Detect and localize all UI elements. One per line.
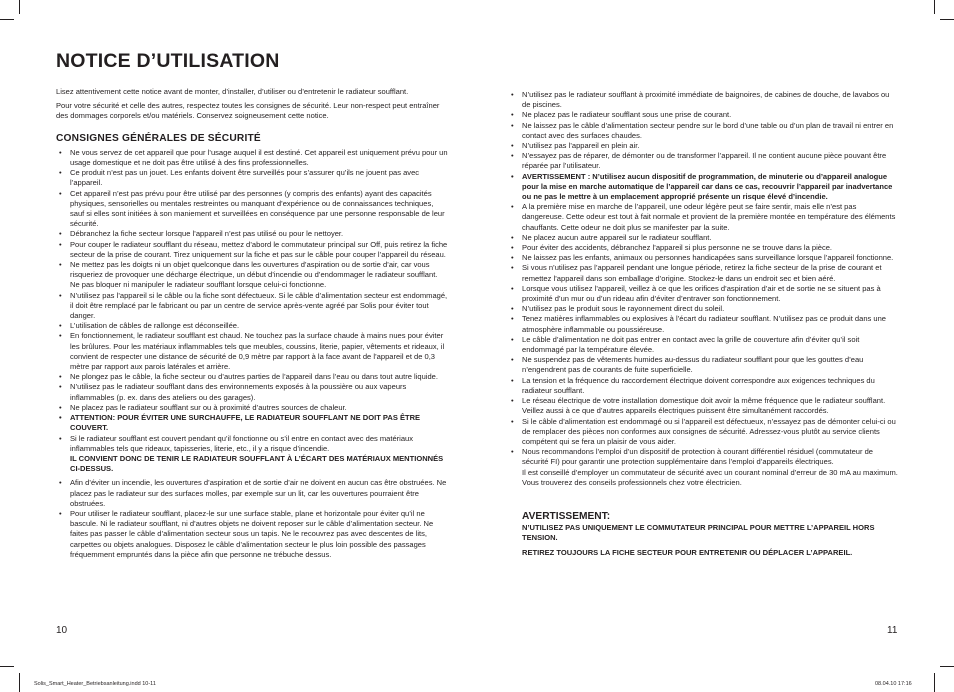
list-item: • Si le radiateur soufflant est couvert pendant qu’il fonctionne ou s’il entre en contact avec des matériaux inflammables tels que rideaux, tapisseries, literie, etc., il y a risque d’incendie. bbox=[56, 434, 449, 454]
crop-mark bbox=[940, 19, 954, 20]
list-item: • Débranchez la fiche secteur lorsque l’appareil n’est pas utilisé ou pour le nettoyer. bbox=[56, 229, 449, 239]
safety-list bbox=[56, 148, 449, 454]
left-column bbox=[56, 87, 449, 560]
list-item: • Pour éviter des accidents, débranchez l’appareil si plus personne ne se trouve dans la pièce. bbox=[508, 243, 898, 253]
list-item: • Lorsque vous utilisez l’appareil, veillez à ce que les orifices d’aspiration d’air et de sortie ne se situent pas à proximité d’un mur ou d’un rideau afin d’éviter d’entraver son fonctionnement. bbox=[508, 284, 898, 304]
warning-line: RETIREZ TOUJOURS LA FICHE SECTEUR POUR ENTRETENIR OU DÉPLACER L’APPAREIL. bbox=[522, 547, 853, 557]
slug-file-info: Solis_Smart_Heater_Betriebsanleitung.indd 10-11 bbox=[34, 681, 156, 687]
list-item: • N’utilisez pas l’appareil en plein air. bbox=[508, 141, 898, 151]
list-item: • Ne vous servez de cet appareil que pour l’usage auquel il est destiné. Cet appareil est uniquement prévu pour un usage domestique et ne doit pas être utilisé à des fins professionnelles. bbox=[56, 148, 449, 168]
list-item: • Ne suspendez pas de vêtements humides au-dessus du radiateur soufflant pour que les gouttes d’eau n’engendrent pas de courants de fuite superficielle. bbox=[508, 355, 898, 375]
list-item: • Ce produit n’est pas un jouet. Les enfants doivent être surveillés pour s’assurer qu’ils ne jouent pas avec l’appareil. bbox=[56, 168, 449, 188]
right-column bbox=[508, 90, 898, 562]
crop-mark bbox=[19, 673, 20, 692]
list-item: • N’utilisez pas le radiateur soufflant à proximité immédiate de baignoires, de cabines de douche, de lavabos ou de piscines. bbox=[508, 90, 898, 110]
list-item: • Ne placez aucun autre appareil sur le radiateur soufflant. bbox=[508, 233, 898, 243]
crop-mark bbox=[0, 666, 14, 667]
continuation-paragraph: Il est conseillé d’employer un commutateur de sécurité avec un courant nominal d’erreur de 30 mA au maximum. Vous trouverez des conseils professionnels chez votre électricien. bbox=[522, 467, 898, 487]
list-item: • N’essayez pas de réparer, de démonter ou de transformer l’appareil. Il ne contient aucune pièce pouvant être réparée par l’utilisateur. bbox=[508, 151, 898, 171]
intro-paragraph: Pour votre sécurité et celle des autres, respectez toutes les consignes de sécurité. Leur non-respect peut entraîner des dommages corporels et/ou matériels. Conservez soigneusement cette notice. bbox=[56, 101, 440, 121]
crop-mark bbox=[19, 0, 20, 14]
list-item: • Ne mettez pas les doigts ni un objet quelconque dans les ouvertures d’aspiration ou de sortie d’air, car vous risqueriez de provoquer une décharge électrique, un début d’incendie ou d’endommager le radiateur soufflant. Ne pas bloquer ni manipuler le radiateur soufflant lorsque celui-ci fonctionne. bbox=[56, 260, 449, 291]
list-item: • ATTENTION: POUR ÉVITER UNE SURCHAUFFE, LE RADIATEUR SOUFFLANT NE DOIT PAS ÊTRE COUVERT. bbox=[56, 413, 449, 433]
list-item: • En fonctionnement, le radiateur soufflant est chaud. Ne touchez pas la surface chaude à mains nues pour éviter les brûlures. Pour les matériaux inflammables tels que meubles, coussins, literie, papier, vêtements et rideaux, il convient de respecter une distance de sécurité de 0,9 mètre par rapport à la face avant de l’appareil et de 0,3 mètre par rapport aux parois latérales et arrière. bbox=[56, 331, 449, 372]
warning-item: • AVERTISSEMENT : N’utilisez aucun dispositif de programmation, de minuterie ou d’appareil analogue pour la mise en marche automatique de l’appareil car dans ce cas, recouvrir l’appareil par inadvertance ou ne pas le mettre à un emplacement approprié présente un risque élevé d’incendie. bbox=[508, 172, 898, 203]
crop-mark bbox=[940, 666, 954, 667]
warning-line: N’UTILISEZ PAS UNIQUEMENT LE COMMUTATEUR PRINCIPAL POUR METTRE L’APPAREIL HORS TENSION. bbox=[522, 523, 875, 543]
safety-list bbox=[56, 478, 449, 560]
safety-list bbox=[508, 90, 898, 468]
list-item: • Ne placez pas le radiateur soufflant sur ou à proximité d’autres sources de chaleur. bbox=[56, 403, 449, 413]
list-item: • Ne plongez pas le câble, la fiche secteur ou d’autres parties de l’appareil dans l’eau ou dans tout autre liquide. bbox=[56, 372, 449, 382]
list-item: • N’utilisez pas l’appareil si le câble ou la fiche sont défectueux. Si le câble d’alimentation secteur est endommagé, il doit être remplacé par le fabricant ou par un centre de service après-vente agréé par Solis pour éviter tout danger. bbox=[56, 291, 449, 322]
list-item: • Si le câble d’alimentation est endommagé ou si l’appareil est défectueux, n’essayez pas de démonter celui-ci ou de remplacer des pièces non conformes aux consignes de sécurité. Adressez-vous plutôt au service clients compétent qui se fera un plaisir de vous aider. bbox=[508, 417, 898, 448]
crop-mark bbox=[934, 0, 935, 14]
list-item: • Pour utiliser le radiateur soufflant, placez-le sur une surface stable, plane et horizontale pour éviter qu’il ne bascule. Ni le radiateur soufflant, ni d’autres objets ne doivent reposer sur le câble d’alimentation secteur. Ne faites pas passer le câble d’alimentation secteur sous un tapis. Ne le recouvrez pas avec descentes de lits, carpettes ou objets analogues. Disposez le câble d’alimentation secteur le plus loin possible des passages fréquemment empruntés dans la pièce afin que personne ne trébuche dessus. bbox=[56, 509, 449, 560]
intro-paragraph: Lisez attentivement cette notice avant de monter, d’installer, d’utiliser ou d’entretenir le radiateur soufflant. bbox=[56, 87, 409, 96]
list-item: • La tension et la fréquence du raccordement électrique doivent correspondre aux exigences techniques du radiateur soufflant. bbox=[508, 376, 898, 396]
list-item: • Ne placez pas le radiateur soufflant sous une prise de courant. bbox=[508, 110, 898, 120]
page-title: NOTICE D’UTILISATION bbox=[56, 50, 280, 72]
list-item: • Si vous n’utilisez pas l’appareil pendant une longue période, retirez la fiche secteur de la prise de courant et remettez l’appareil dans son emballage d’origine. Stockez-le dans un endroit sec et bien aéré. bbox=[508, 263, 898, 283]
list-item: • L’utilisation de câbles de rallonge est déconseillée. bbox=[56, 321, 449, 331]
list-item: • Cet appareil n’est pas prévu pour être utilisé par des personnes (y compris des enfants) ayant des capacités physiques, sensorielles ou mentales restreintes ou manquant d’expérience ou de connaissances techniques, sauf si elles sont initiées à son maniement et surveillées en conséquence par une personne responsable de leur sécurité. bbox=[56, 189, 449, 230]
warning-heading: AVERTISSEMENT: bbox=[522, 510, 611, 522]
warning-block bbox=[508, 512, 898, 558]
slug-timestamp: 08.04.10 17:16 bbox=[875, 681, 912, 687]
list-item: • N’utilisez pas le produit sous le rayonnement direct du soleil. bbox=[508, 304, 898, 314]
bold-note: IL CONVIENT DONC DE TENIR LE RADIATEUR SOUFFLANT À L’ÉCART DES MATÉRIAUX MENTIONNÉS CI-DESSUS. bbox=[70, 453, 444, 474]
list-item: • N’utilisez pas le radiateur soufflant dans des environnements exposés à la poussière ou aux vapeurs inflammables (p. ex. dans des ateliers ou des garages). bbox=[56, 382, 449, 402]
page-number-left: 10 bbox=[56, 625, 68, 636]
list-item: • Afin d’éviter un incendie, les ouvertures d’aspiration et de sortie d’air ne doivent en aucun cas être obstruées. Ne placez pas le radiateur sur des surfaces molles, par exemple sur un lit, car les ouvertures pourraient être obstruées. bbox=[56, 478, 449, 509]
list-item: • Le réseau électrique de votre installation domestique doit avoir la même fréquence que le radiateur soufflant. Veillez aussi à ce que d’autres appareils électriques puissent être simultanément raccordés. bbox=[508, 396, 898, 416]
list-item: • A la première mise en marche de l’appareil, une odeur légère peut se faire sentir, mais elle n’est pas dangereuse. Cette odeur est tout à fait normale et provient de la première montée en température des éléments chauffants. Cette odeur ne doit plus se manifester par la suite. bbox=[508, 202, 898, 233]
list-item: • Ne laissez pas le câble d’alimentation secteur pendre sur le bord d’une table ou d’un plan de travail ni entrer en contact avec des surfaces chaudes. bbox=[508, 121, 898, 141]
list-item: • Ne laissez pas les enfants, animaux ou personnes handicapées sans surveillance lorsque l’appareil fonctionne. bbox=[508, 253, 898, 263]
section-heading: CONSIGNES GÉNÉRALES DE SÉCURITÉ bbox=[56, 132, 261, 144]
page-number-right: 11 bbox=[887, 625, 898, 636]
crop-mark bbox=[0, 19, 14, 20]
list-item: • Nous recommandons l’emploi d’un dispositif de protection à courant différentiel résiduel (commutateur de sécurité FI) pour garantir une protection supplémentaire dans l’emploi d’appareils électriques. bbox=[508, 447, 898, 467]
list-item: • Le câble d’alimentation ne doit pas entrer en contact avec la grille de couverture afin d’éviter qu’il soit endommagé par la température élevée. bbox=[508, 335, 898, 355]
crop-mark bbox=[934, 673, 935, 692]
list-item: • Pour couper le radiateur soufflant du réseau, mettez d’abord le commutateur principal sur Off, puis retirez la fiche secteur de la prise de courant. Tirez uniquement sur la fiche et pas sur le câble pour couper l’appareil du réseau. bbox=[56, 240, 449, 260]
list-item: • Tenez matières inflammables ou explosives à l’écart du radiateur soufflant. N’utilisez pas ce produit dans une atmosphère inflammable ou poussiéreuse. bbox=[508, 314, 898, 334]
